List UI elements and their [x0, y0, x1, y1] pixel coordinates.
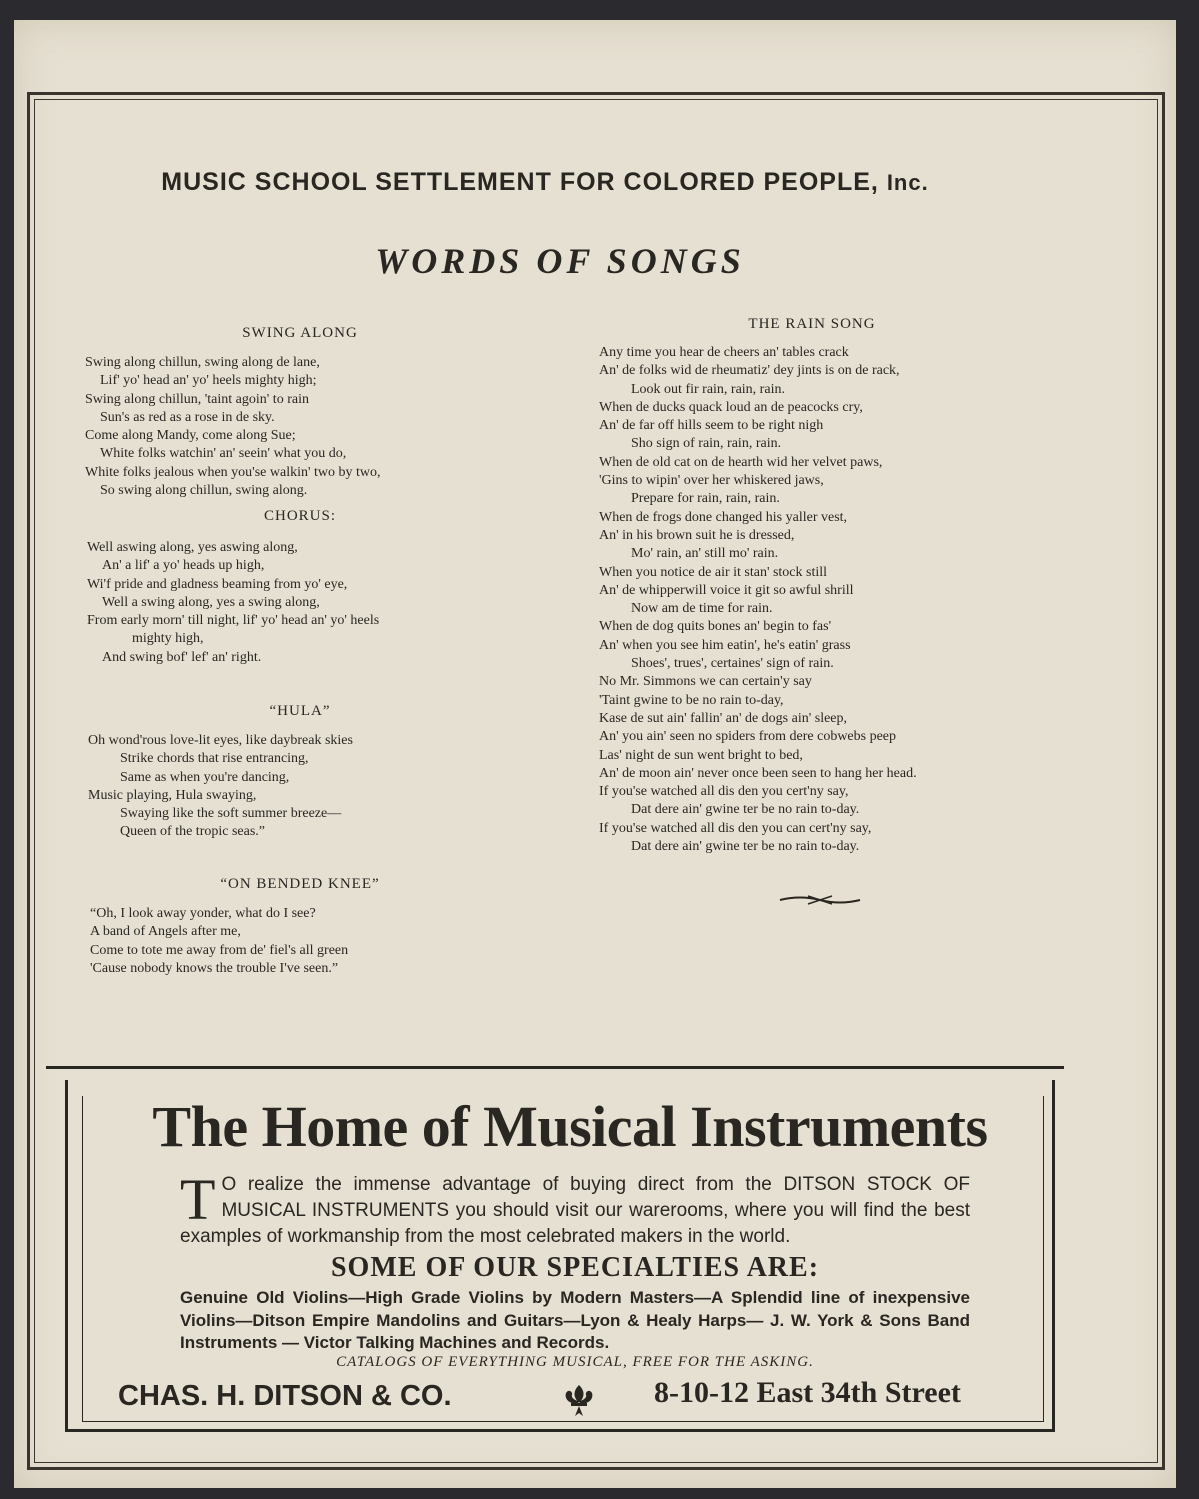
verse-line: So swing along chillun, swing along.	[100, 483, 308, 499]
lyric-line: 'Taint gwine to be no rain to-day,	[599, 692, 784, 708]
lyric-line: Shoes', trues', certaines' sign of rain.	[631, 656, 834, 672]
lyric-line: When de old cat on de hearth wid her velvet paws,	[599, 454, 883, 470]
lyric-line: Las' night de sun went bright to bed,	[599, 747, 803, 763]
swing-along-chorus	[87, 539, 379, 667]
lyric-line: “Oh, I look away yonder, what do I see?	[90, 906, 316, 921]
verse-line: White folks jealous when you'se walkin' two by two,	[85, 464, 381, 480]
verse-line: Come along Mandy, come along Sue;	[85, 428, 296, 444]
lyric-line: An' de folks wid de rheumatiz' dey jints is on de rack,	[599, 363, 900, 379]
lyric-line: When de ducks quack loud an de peacocks cry,	[599, 399, 863, 415]
ad-paragraph-text: O realize the immense advantage of buying direct from the DITSON STOCK OF MUSICAL INSTRUMENTS you should visit our warerooms, where you will find the best examples of workmanship from the most celebrated makers in the world.	[180, 1174, 970, 1247]
hula-lyrics	[88, 732, 353, 842]
fleur-de-lis-icon	[562, 1383, 596, 1419]
verse-line: Sun's as red as a rose in de sky.	[100, 409, 275, 425]
ad-top-rule	[46, 1066, 1064, 1069]
bended-knee-lyrics	[90, 905, 348, 978]
verse-line: Swing along chillun, 'taint agoin' to rain	[85, 391, 309, 407]
lyric-line: Any time you hear de cheers an' tables crack	[599, 345, 849, 360]
lyric-line: An' in his brown suit he is dressed,	[599, 527, 795, 543]
lyric-line: Strike chords that rise entrancing,	[120, 751, 309, 767]
ad-catalogs-line: CATALOGS OF EVERYTHING MUSICAL, FREE FOR THE ASKING.	[336, 1354, 814, 1370]
lyric-line: If you'se watched all dis den you cert'ny say,	[599, 784, 849, 800]
verse-line: White folks watchin' an' seein' what you do,	[100, 446, 347, 462]
lyric-line: An' de whipperwill voice it git so awful shrill	[599, 582, 854, 598]
song-title-swing-along: SWING ALONG	[242, 325, 358, 341]
flourish-ornament-icon	[778, 893, 862, 907]
ad-dropcap: T	[180, 1167, 216, 1232]
lyric-line: Prepare for rain, rain, rain.	[631, 491, 780, 507]
song-title-rain-song: THE RAIN SONG	[748, 316, 876, 332]
lyric-line: Kase de sut ain' fallin' an' de dogs ain' sleep,	[599, 710, 848, 726]
lyric-line: Look out fir rain, rain, rain.	[631, 381, 785, 397]
ad-headline: The Home of Musical Instruments	[152, 1094, 988, 1159]
lyric-line: Come to tote me away from de' fiel's all green	[90, 942, 349, 958]
chorus-line: From early morn' till night, lif' yo' head an' yo' heels	[87, 613, 380, 629]
chorus-line: mighty high,	[132, 631, 204, 647]
ad-specialties-heading: SOME OF OUR SPECIALTIES ARE:	[330, 1252, 820, 1283]
rain-song-lyrics	[599, 344, 917, 856]
ad-paragraph	[180, 1167, 970, 1250]
chorus-line: Well aswing along, yes aswing along,	[87, 540, 298, 555]
words-of-songs-title: WORDS OF SONGS	[375, 241, 745, 281]
lyric-line: An' de moon ain' never once been seen to hang her head.	[599, 765, 917, 781]
settlement-title-text: MUSIC SCHOOL SETTLEMENT FOR COLORED PEOPLE,	[161, 168, 879, 196]
lyric-line: 'Cause nobody knows the trouble I've seen.”	[90, 960, 339, 976]
chorus-title: CHORUS:	[263, 508, 337, 524]
lyric-line: No Mr. Simmons we can certain'y say	[599, 674, 812, 690]
lyric-line: Dat dere ain' gwine ter be no rain to-day.	[631, 802, 860, 818]
lyric-line: When de dog quits bones an' begin to fas'	[599, 619, 832, 635]
lyric-line: Music playing, Hula swaying,	[88, 787, 257, 803]
lyric-line: Swaying like the soft summer breeze—	[120, 806, 342, 822]
chorus-line: An' a lif' a yo' heads up high,	[102, 558, 265, 574]
lyric-line: A band of Angels after me,	[90, 924, 241, 940]
chorus-line: Well a swing along, yes a swing along,	[102, 594, 320, 610]
song-title-on-bended-knee: “ON BENDED KNEE”	[220, 876, 380, 892]
lyric-line: When you notice de air it stan' stock still	[599, 564, 828, 580]
lyric-line: Now am de time for rain.	[631, 601, 773, 617]
lyric-line: Queen of the tropic seas.”	[120, 824, 265, 840]
settlement-title-suffix: Inc.	[886, 170, 929, 195]
lyric-line: Sho sign of rain, rain, rain.	[631, 436, 782, 452]
verse-line: Lif' yo' head an' yo' heels mighty high;	[100, 373, 317, 389]
swing-along-verse	[85, 354, 381, 500]
lyric-line: 'Gins to wipin' over her whiskered jaws,	[599, 473, 824, 489]
lyric-line: Same as when you're dancing,	[120, 769, 290, 785]
settlement-title	[115, 168, 975, 197]
lyric-line: Mo' rain, an' still mo' rain.	[631, 546, 779, 562]
lyric-line: An' you ain' seen no spiders from dere cobwebs peep	[599, 729, 897, 745]
lyric-line: An' when you see him eatin', he's eatin' grass	[599, 637, 851, 653]
lyric-line: If you'se watched all dis den you can cert'ny say,	[599, 820, 872, 836]
chorus-line: And swing bof' lef' an' right.	[102, 649, 262, 665]
verse-line: Swing along chillun, swing along de lane,	[85, 355, 320, 370]
song-title-hula: “HULA”	[269, 703, 331, 719]
ad-address: 8-10-12 East 34th Street	[654, 1376, 961, 1409]
lyric-line: When de frogs done changed his yaller vest,	[599, 509, 848, 525]
ad-specialties-list: Genuine Old Violins—High Grade Violins by Modern Masters—A Splendid line of inexpensive Violins—Ditson Empire Mandolins and Guitars—Lyon & Healy Harps— J. W. York & Sons Band Instruments — Victor Talking Machines and Records.	[180, 1288, 970, 1352]
chorus-line: Wi'f pride and gladness beaming from yo' eye,	[87, 576, 348, 592]
lyric-line: Dat dere ain' gwine ter be no rain to-day.	[631, 839, 860, 855]
lyric-line: An' de far off hills seem to be right nigh	[599, 418, 824, 434]
lyric-line: Oh wond'rous love-lit eyes, like daybreak skies	[88, 733, 353, 748]
ad-company-name: CHAS. H. DITSON & CO.	[118, 1380, 452, 1412]
